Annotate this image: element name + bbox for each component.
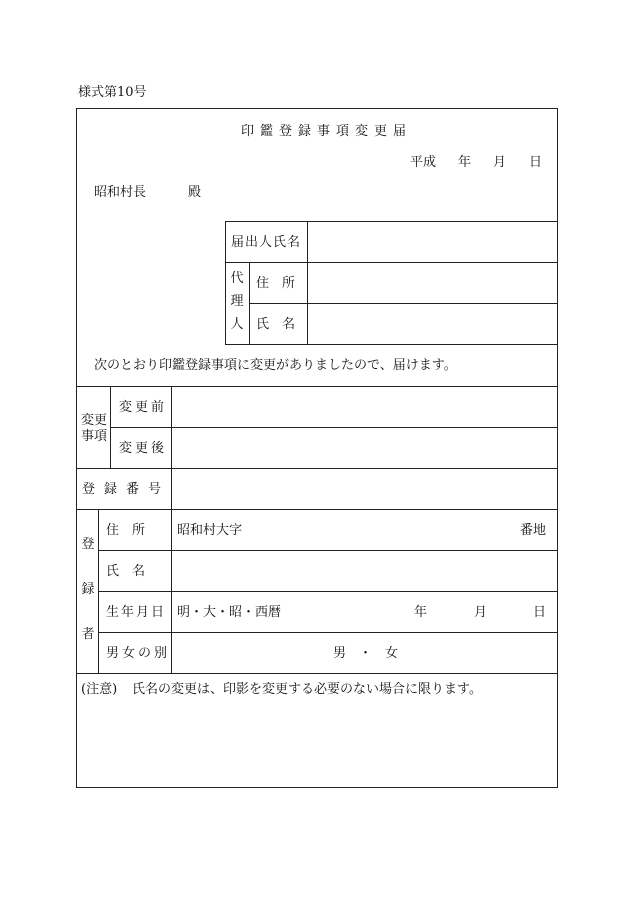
date-month: 月 xyxy=(493,155,507,170)
agent-name-label: 氏 名 xyxy=(256,317,296,332)
agent-address-field[interactable] xyxy=(309,264,555,301)
applicant-name-label: 届出人氏名 xyxy=(231,235,302,250)
registrant-address-label: 住 所 xyxy=(106,523,146,538)
registrant-birth-day: 日 xyxy=(533,605,547,620)
registrant-label: 登 録 者 xyxy=(81,537,95,642)
registrant-birth-label: 生年月日 xyxy=(106,605,167,620)
registrant-sex-label: 男女の別 xyxy=(106,646,171,661)
agent-address-label: 住 所 xyxy=(256,276,296,291)
date-era: 平成 xyxy=(410,155,437,170)
date-year: 年 xyxy=(458,155,472,170)
registrant-name-field[interactable] xyxy=(173,552,555,589)
statement: 次のとおり印鑑登録事項に変更がありましたので、届けます。 xyxy=(94,358,457,373)
changes-label-line2: 事項 xyxy=(81,429,108,444)
change-before-label: 変更前 xyxy=(119,400,168,415)
form-number: 様式第10号 xyxy=(78,85,147,100)
addressee-honorific: 殿 xyxy=(188,185,202,200)
registrant-birth-month: 月 xyxy=(474,605,488,620)
change-after-field[interactable] xyxy=(173,429,555,466)
registrant-birth-year: 年 xyxy=(414,605,428,620)
addressee-name: 昭和村長 xyxy=(94,185,147,200)
date-day: 日 xyxy=(529,155,543,170)
applicant-name-field[interactable] xyxy=(309,223,555,260)
registrant-address-prefix: 昭和村大字 xyxy=(177,523,243,538)
registration-number-field[interactable] xyxy=(173,470,555,507)
registration-number-label: 登録番号 xyxy=(82,482,171,497)
form-title: 印鑑登録事項変更届 xyxy=(241,124,413,139)
registrant-name-label: 氏 名 xyxy=(106,564,146,579)
change-before-field[interactable] xyxy=(173,388,555,425)
note-label: (注意) xyxy=(81,682,118,697)
note-text: 氏名の変更は、印影を変更する必要のない場合に限ります。 xyxy=(132,682,482,697)
registrant-address-suffix: 番地 xyxy=(520,523,547,538)
changes-label-line1: 変更 xyxy=(81,413,108,428)
agent-label: 代 理 人 xyxy=(230,271,244,332)
registrant-sex-options[interactable]: 男 ・ 女 xyxy=(333,646,399,661)
registrant-birth-eras: 明・大・昭・西暦 xyxy=(177,605,282,620)
agent-name-field[interactable] xyxy=(309,305,555,342)
change-after-label: 変更後 xyxy=(119,441,168,456)
